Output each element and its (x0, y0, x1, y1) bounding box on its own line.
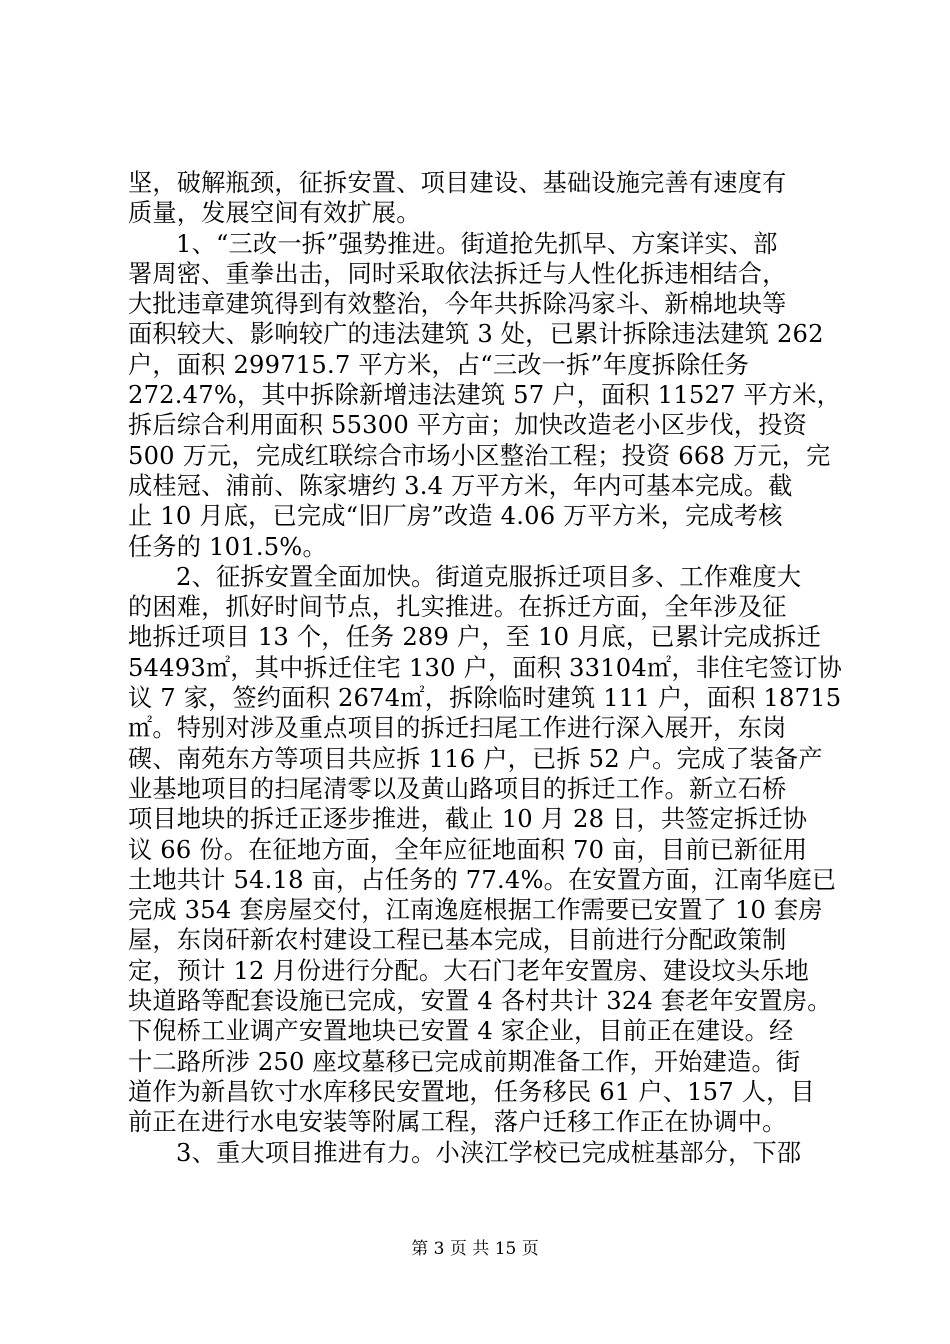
text-line: 署周密、重拳出击，同时采取依法拆迁与人性化拆违相结合， (128, 259, 787, 288)
text-line: 止 10 月底，已完成“旧厂房”改造 4.06 万平方米，完成考核 (128, 502, 783, 531)
text-line: 户，面积 299715.7 平方米，占“三改一拆”年度拆除任务 (128, 350, 750, 379)
text-line: 议 7 家，签约面积 2674㎡，拆除临时建筑 111 户，面积 18715 (128, 684, 842, 713)
text-line: 54493㎡，其中拆迁住宅 130 户，面积 33104㎡，非住宅签订协 (128, 653, 843, 682)
text-line: 业基地项目的扫尾清零以及黄山路项目的拆迁工作。新立石桥 (128, 774, 787, 803)
text-line: 地拆迁项目 13 个，任务 289 户，至 10 月底，已累计完成拆迁 (128, 623, 821, 652)
text-line: 道作为新昌钦寸水库移民安置地，任务移民 61 户、157 人，目 (128, 1077, 815, 1106)
text-line: 下倪桥工业调产安置地块已安置 4 家企业，目前正在建设。经 (128, 1017, 794, 1046)
text-line: 屋，东岗矸新农村建设工程已基本完成，目前进行分配政策制 (128, 926, 787, 955)
text-line: 议 66 份。在征地方面，全年应征地面积 70 亩，目前已新征用 (128, 835, 808, 864)
text-line: 碶、南苑东方等项目共应拆 116 户，已拆 52 户。完成了装备产 (128, 744, 823, 773)
text-line: 拆后综合利用面积 55300 平方亩；加快改造老小区步伐，投资 (128, 411, 808, 440)
text-line: 质量，发展空间有效扩展。 (128, 199, 421, 228)
text-line: 前正在进行水电安装等附属工程，落户迁移工作正在协调中。 (128, 1108, 787, 1137)
text-line: 大批违章建筑得到有效整治，今年共拆除冯家斗、新棉地块等 (128, 290, 787, 319)
text-line: 任务的 101.5%。 (128, 532, 327, 561)
text-line: 500 万元，完成红联综合市场小区整治工程；投资 668 万元，完 (128, 441, 831, 470)
text-line: 块道路等配套设施已完成，安置 4 各村共计 324 套老年安置房。 (128, 987, 832, 1016)
text-line: ㎡。特别对涉及重点项目的拆迁扫尾工作进行深入展开，东岗 (128, 714, 787, 743)
text-line: 272.47%，其中拆除新增违法建筑 57 户，面积 11527 平方米， (128, 381, 842, 410)
paragraph-first-line: 3、重大项目推进有力。小浃江学校已完成桩基部分，下邵 (176, 1138, 802, 1167)
document-body (128, 168, 843, 1168)
text-line: 项目地块的拆迁正逐步推进，截止 10 月 28 日，共签定拆迁协 (128, 805, 808, 834)
text-line: 成桂冠、浦前、陈家塘约 3.4 万平方米，年内可基本完成。截 (128, 471, 793, 500)
text-line: 土地共计 54.18 亩，占任务的 77.4%。在安置方面，江南华庭已 (128, 865, 837, 894)
text-line: 定，预计 12 月份进行分配。大石门老年安置房、建设坟头乐地 (128, 956, 810, 985)
page-footer: 第 3 页 共 15 页 (411, 1239, 539, 1259)
paragraph-first-line: 2、征拆安置全面加快。街道克服拆迁项目多、工作难度大 (176, 562, 802, 591)
text-line: 坚，破解瓶颈，征拆安置、项目建设、基础设施完善有速度有 (128, 169, 787, 197)
text-line: 完成 354 套房屋交付，江南逸庭根据工作需要已安置了 10 套房 (128, 896, 823, 925)
text-line: 的困难，抓好时间节点，扎实推进。在拆迁方面，全年涉及征 (128, 593, 787, 622)
text-line: 十二路所涉 250 座坟墓移已完成前期准备工作，开始建造。街 (128, 1047, 801, 1076)
text-line: 面积较大、影响较广的违法建筑 3 处，已累计拆除违法建筑 262 (128, 320, 824, 349)
paragraph-first-line: 1、“三改一拆”强势推进。街道抢先抓早、方案详实、部 (176, 229, 778, 258)
